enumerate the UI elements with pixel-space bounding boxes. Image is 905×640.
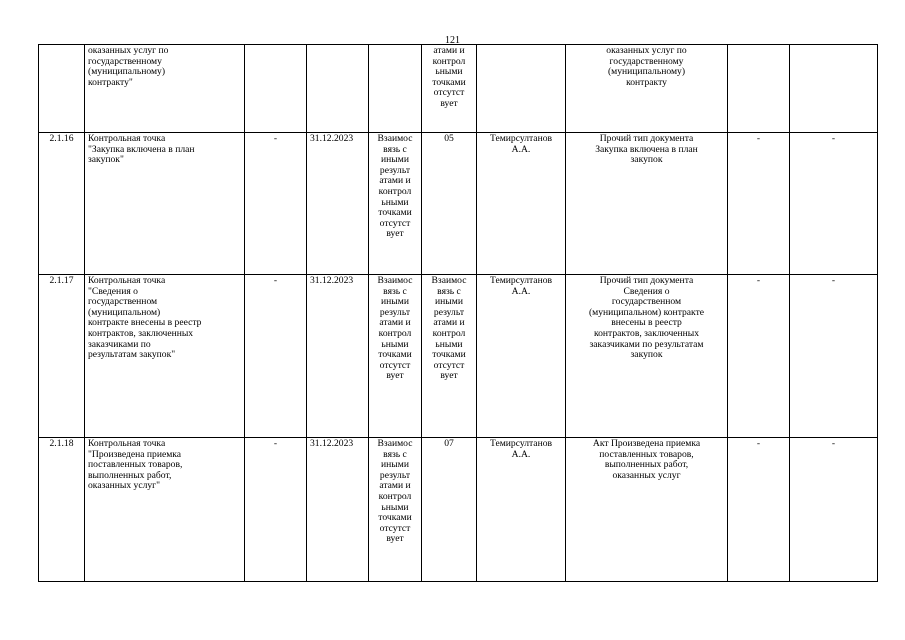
row-link: Взаимос вязь с иными результ атами и контрол ьными точками отсутст вует bbox=[369, 275, 422, 438]
row-name: Контрольная точка "Закупка включена в план закупок" bbox=[85, 133, 245, 275]
row-end: 31.12.2023 bbox=[307, 275, 369, 438]
table-row bbox=[39, 45, 878, 133]
row-link: Взаимос вязь с иными результ атами и контрол ьными точками отсутст вует bbox=[369, 438, 422, 582]
row-number: 2.1.18 bbox=[39, 438, 85, 582]
row-col10: - bbox=[790, 275, 878, 438]
row-col10: - bbox=[790, 438, 878, 582]
row-col10: - bbox=[790, 133, 878, 275]
row-col9: - bbox=[728, 275, 790, 438]
row-col9 bbox=[728, 45, 790, 133]
row-name: Контрольная точка "Произведена приемка поставленных товаров, выполненных работ, оказанных услуг" bbox=[85, 438, 245, 582]
row-document: Акт Произведена приемка поставленных товаров, выполненных работ, оказанных услуг bbox=[566, 438, 728, 582]
row-start: - bbox=[245, 133, 307, 275]
row-col9: - bbox=[728, 438, 790, 582]
row-link bbox=[369, 45, 422, 133]
row-responsible: Темирсултанов А.А. bbox=[477, 133, 566, 275]
plan-table bbox=[38, 44, 878, 582]
row-link2: 07 bbox=[422, 438, 477, 582]
row-number: 2.1.16 bbox=[39, 133, 85, 275]
row-link2: 05 bbox=[422, 133, 477, 275]
row-responsible bbox=[477, 45, 566, 133]
row-name: оказанных услуг по государственному (муниципальному) контракту" bbox=[85, 45, 245, 133]
table-row bbox=[39, 133, 878, 275]
row-end: 31.12.2023 bbox=[307, 438, 369, 582]
row-number: 2.1.17 bbox=[39, 275, 85, 438]
row-document: Прочий тип документа Сведения о государственном (муниципальном) контракте внесены в реестр контрактов, заключенных заказчиками по результатам закупок bbox=[566, 275, 728, 438]
row-start: - bbox=[245, 438, 307, 582]
row-number bbox=[39, 45, 85, 133]
row-document: оказанных услуг по государственному (муниципальному) контракту bbox=[566, 45, 728, 133]
row-col10 bbox=[790, 45, 878, 133]
table-row bbox=[39, 438, 878, 582]
row-start: - bbox=[245, 275, 307, 438]
row-start bbox=[245, 45, 307, 133]
row-end bbox=[307, 45, 369, 133]
row-document: Прочий тип документа Закупка включена в план закупок bbox=[566, 133, 728, 275]
row-responsible: Темирсултанов А.А. bbox=[477, 275, 566, 438]
row-name: Контрольная точка "Сведения о государственном (муниципальном) контракте внесены в реестр контрактов, заключенных заказчиками по результатам закупок" bbox=[85, 275, 245, 438]
row-col9: - bbox=[728, 133, 790, 275]
table-row bbox=[39, 275, 878, 438]
row-link: Взаимос вязь с иными результ атами и контрол ьными точками отсутст вует bbox=[369, 133, 422, 275]
row-end: 31.12.2023 bbox=[307, 133, 369, 275]
row-link2: атами и контрол ьными точками отсутст вует bbox=[422, 45, 477, 133]
page-number: 121 bbox=[445, 35, 460, 46]
row-responsible: Темирсултанов А.А. bbox=[477, 438, 566, 582]
row-link2: Взаимос вязь с иными результ атами и контрол ьными точками отсутст вует bbox=[422, 275, 477, 438]
